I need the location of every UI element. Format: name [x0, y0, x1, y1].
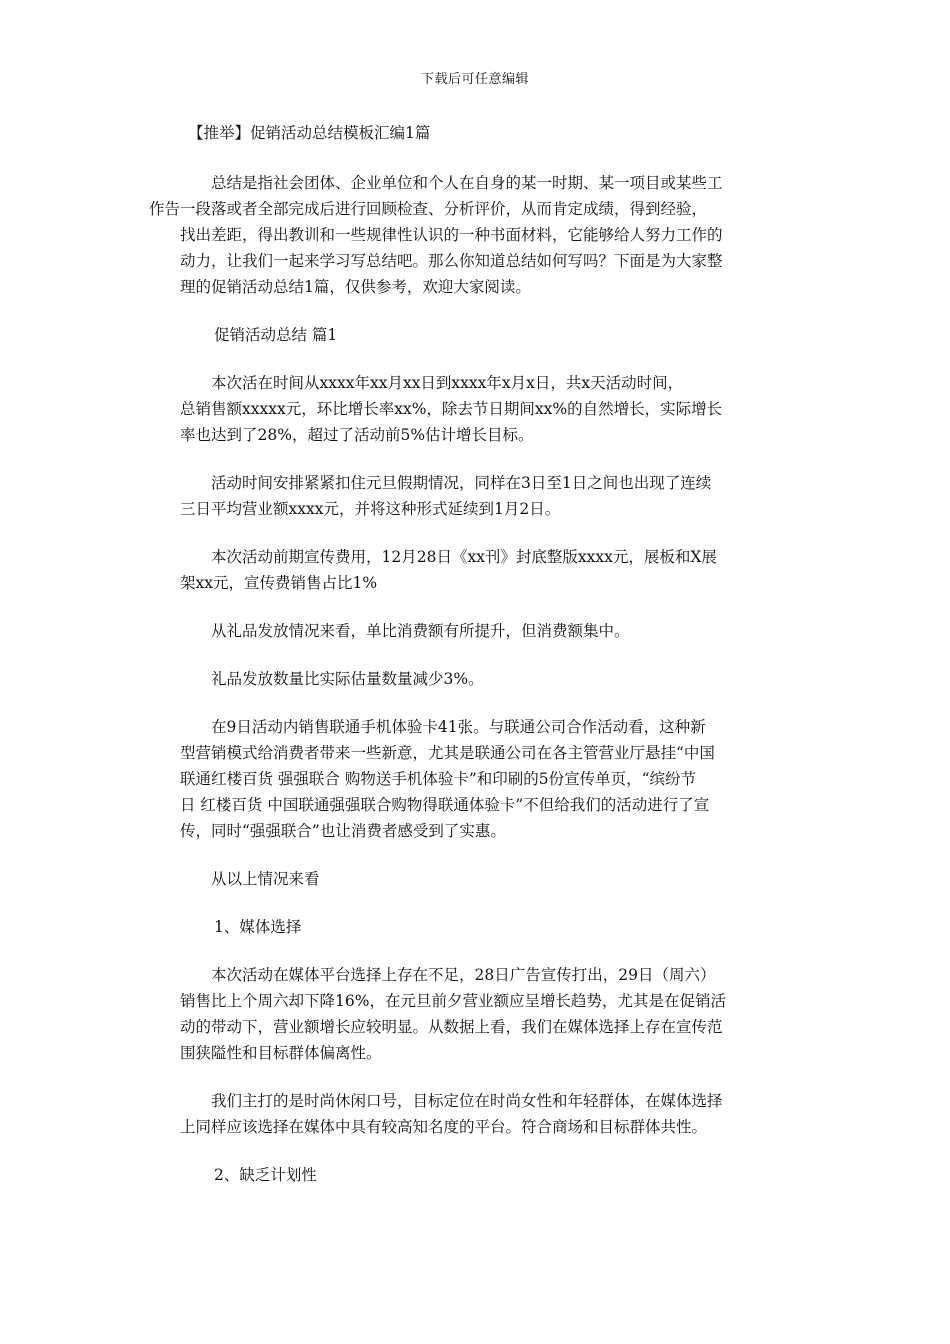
- paragraph-line: 活动时间安排紧紧扣住元旦假期情况，同样在3日至1日之间也出现了连续: [211, 474, 712, 492]
- paragraph-line: 上同样应该选择在媒体中具有较高知名度的平台。符合商场和目标群体共性。: [180, 1118, 708, 1136]
- paragraph-line: 总销售额xxxxx元，环比增长率xx%，除去节日期间xx%的自然增长，实际增长: [180, 400, 723, 418]
- paragraph-line: 型营销模式给消费者带来一些新意，尤其是联通公司在各主管营业厅悬挂“中国: [180, 744, 715, 762]
- paragraph-line: 本次活在时间从xxxx年xx月xx日到xxxx年x月x日，共x天活动时间，: [211, 374, 684, 392]
- heading-media-selection: 1、媒体选择: [214, 918, 302, 936]
- paragraph-line: 销售比上个周六却下降16%，在元旦前夕营业额应呈增长趋势，尤其是在促销活: [180, 992, 726, 1010]
- intro-line: 理的促销活动总结1篇，仅供参考，欢迎大家阅读。: [180, 278, 531, 296]
- paragraph-media: [180, 962, 780, 1066]
- paragraph-line: 传，同时“强强联合”也让消费者感受到了实惠。: [180, 822, 506, 840]
- paragraph-line: 三日平均营业额xxxx元，并将这种形式延续到1月2日。: [180, 500, 561, 518]
- paragraph-promotion-cost: [180, 544, 780, 596]
- intro-line: 总结是指社会团体、企业单位和个人在自身的某一时期、某一项目或某些工: [211, 174, 723, 192]
- heading-lack-of-planning: 2、缺乏计划性: [214, 1166, 317, 1184]
- paragraph-gifts: 从礼品发放情况来看，单比消费额有所提升，但消费额集中。: [211, 622, 630, 640]
- paragraph-line: 本次活动在媒体平台选择上存在不足，28日广告宣传打出，29日（周六）: [211, 966, 716, 984]
- paragraph-unicom: [180, 714, 780, 844]
- paragraph-line: 动的带动下，营业额增长应较明显。从数据上看，我们在媒体选择上存在宣传范: [180, 1018, 723, 1036]
- paragraph-line: 在9日活动内销售联通手机体验卡41张。与联通公司合作活动看，这种新: [211, 718, 706, 736]
- paragraph-line: 联通红楼百货 强强联合 购物送手机体验卡”和印刷的5份宣传单页，“缤纷节: [180, 770, 697, 788]
- intro-line: 找出差距，得出教训和一些规律性认识的一种书面材料，它能够给人努力工作的: [180, 226, 723, 244]
- paragraph-results: [180, 370, 780, 448]
- paragraph-line: 日 红楼百货 中国联通强强联合购物得联通体验卡”不但给我们的活动进行了宣: [180, 796, 710, 814]
- document-body: [149, 120, 780, 1210]
- paragraph-line: 我们主打的是时尚休闲口号，目标定位在时尚女性和年轻群体，在媒体选择: [211, 1092, 723, 1110]
- intro-paragraph: [149, 170, 780, 300]
- paragraph-gift-quantity: 礼品发放数量比实际估量数量减少3%。: [211, 670, 484, 688]
- paragraph-schedule: [180, 470, 780, 522]
- paragraph-line: 本次活动前期宣传费用，12月28日《xx刊》封底整版xxxx元，展板和X展: [211, 548, 717, 566]
- paragraph-conclusion-lead: 从以上情况来看: [211, 870, 320, 888]
- paragraph-line: 架xx元，宣传费销售占比1%: [180, 574, 378, 592]
- section-title: 促销活动总结 篇1: [214, 326, 338, 344]
- paragraph-line: 率也达到了28%，超过了活动前5%估计增长目标。: [180, 426, 534, 444]
- intro-line: 动力，让我们一起来学习写总结吧。那么你知道总结如何写吗？下面是为大家整: [180, 252, 723, 270]
- paragraph-line: 围狭隘性和目标群体偏离性。: [180, 1044, 382, 1062]
- intro-line: 作告一段落或者全部完成后进行回顾检查、分析评价，从而肯定成绩，得到经验，: [149, 200, 708, 218]
- page-header: 下载后可任意编辑: [420, 72, 529, 87]
- paragraph-target-group: [180, 1088, 780, 1140]
- document-title: 【推举】促销活动总结模板汇编1篇: [188, 124, 431, 142]
